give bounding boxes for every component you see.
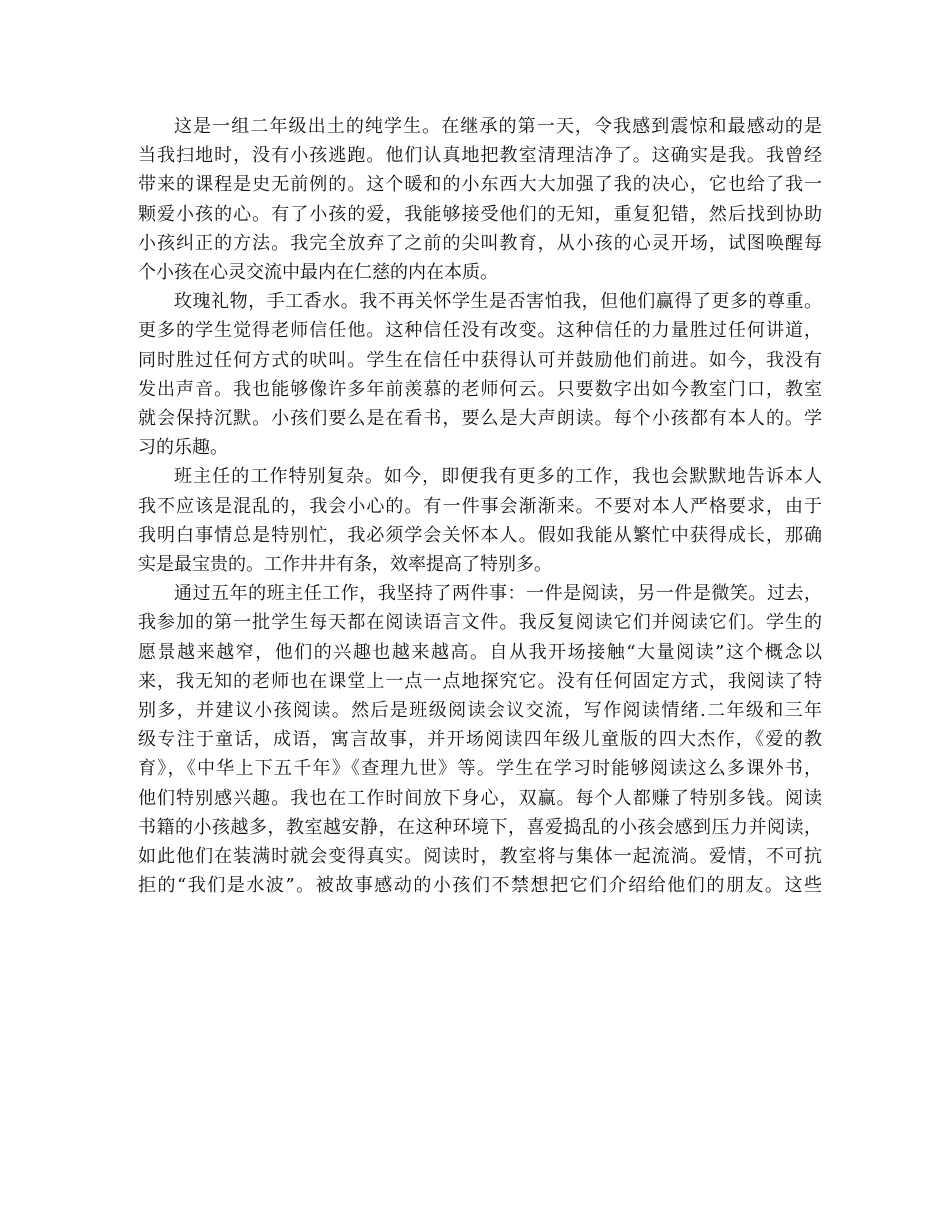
paragraph <box>138 112 822 287</box>
paragraph <box>138 287 822 462</box>
text-line: 实是最宝贵的。工作井井有条，效率提高了特别多。 <box>138 554 552 576</box>
text-line: 更多的学生觉得老师信任他。这种信任没有改变。这种信任的力量胜过任何讲道， <box>138 320 822 342</box>
text-line: 如此他们在装满时就会变得真实。阅读时，教室将与集体一起流淌。爱情，不可抗 <box>138 846 822 868</box>
text-line: 个小孩在心灵交流中最内在仁慈的内在本质。 <box>138 262 498 284</box>
text-line: 我不应该是混乱的，我会小心的。有一件事会渐渐来。不要对本人严格要求，由于 <box>138 495 822 517</box>
text-line: 同时胜过任何方式的吠叫。学生在信任中获得认可并鼓励他们前进。如今，我没有 <box>138 349 822 371</box>
text-line: 我参加的第一批学生每天都在阅读语言文件。我反复阅读它们并阅读它们。学生的 <box>138 612 822 634</box>
text-line: 我明白事情总是特别忙，我必须学会关怀本人。假如我能从繁忙中获得成长，那确 <box>138 524 822 546</box>
paragraph <box>138 462 822 579</box>
text-line: 带来的课程是史无前例的。这个暖和的小东西大大加强了我的决心，它也给了我一 <box>138 174 822 196</box>
text-line: 来，我无知的老师也在课堂上一点一点地探究它。没有任何固定方式，我阅读了特 <box>138 670 822 692</box>
text-line: 育》，《中华上下五千年》《查理九世》等。学生在学习时能够阅读这么多课外书， <box>138 758 822 780</box>
text-line: 玫瑰礼物，手工香水。我不再关怀学生是否害怕我，但他们赢得了更多的尊重。 <box>174 291 822 313</box>
text-line: 拒的“我们是水波”。被故事感动的小孩们不禁想把它们介绍给他们的朋友。这些 <box>138 875 822 897</box>
text-line: 级专注于童话，成语，寓言故事，并开场阅读四年级儿童版的四大杰作，《爱的教 <box>138 729 822 751</box>
text-line: 习的乐趣。 <box>138 437 228 459</box>
text-line: 他们特别感兴趣。我也在工作时间放下身心，双赢。每个人都赚了特别多钱。阅读 <box>138 787 822 809</box>
text-line: 颗爱小孩的心。有了小孩的爱，我能够接受他们的无知，重复犯错，然后找到协助 <box>138 203 822 225</box>
document-body <box>138 112 822 900</box>
text-line: 通过五年的班主任工作，我坚持了两件事：一件是阅读，另一件是微笑。过去， <box>174 583 822 605</box>
text-line: 班主任的工作特别复杂。如今，即便我有更多的工作，我也会默默地告诉本人 <box>174 466 822 488</box>
text-line: 别多，并建议小孩阅读。然后是班级阅读会议交流，写作阅读情绪.二年级和三年 <box>138 700 822 722</box>
text-line: 小孩纠正的方法。我完全放弃了之前的尖叫教育，从小孩的心灵开场，试图唤醒每 <box>138 232 822 254</box>
text-line: 书籍的小孩越多，教室越安静，在这种环境下，喜爱捣乱的小孩会感到压力并阅读， <box>138 816 822 838</box>
text-line: 愿景越来越窄，他们的兴趣也越来越高。自从我开场接触“大量阅读”这个概念以 <box>138 641 822 663</box>
text-line: 当我扫地时，没有小孩逃跑。他们认真地把教室清理洁净了。这确实是我。我曾经 <box>138 145 822 167</box>
text-line: 这是一组二年级出土的纯学生。在继承的第一天，令我感到震惊和最感动的是 <box>174 116 822 137</box>
text-line: 就会保持沉默。小孩们要么是在看书，要么是大声朗读。每个小孩都有本人的。学 <box>138 408 822 430</box>
text-line: 发出声音。我也能够像许多年前羡慕的老师何云。只要数字出如今教室门口，教室 <box>138 378 822 400</box>
paragraph <box>138 579 822 900</box>
